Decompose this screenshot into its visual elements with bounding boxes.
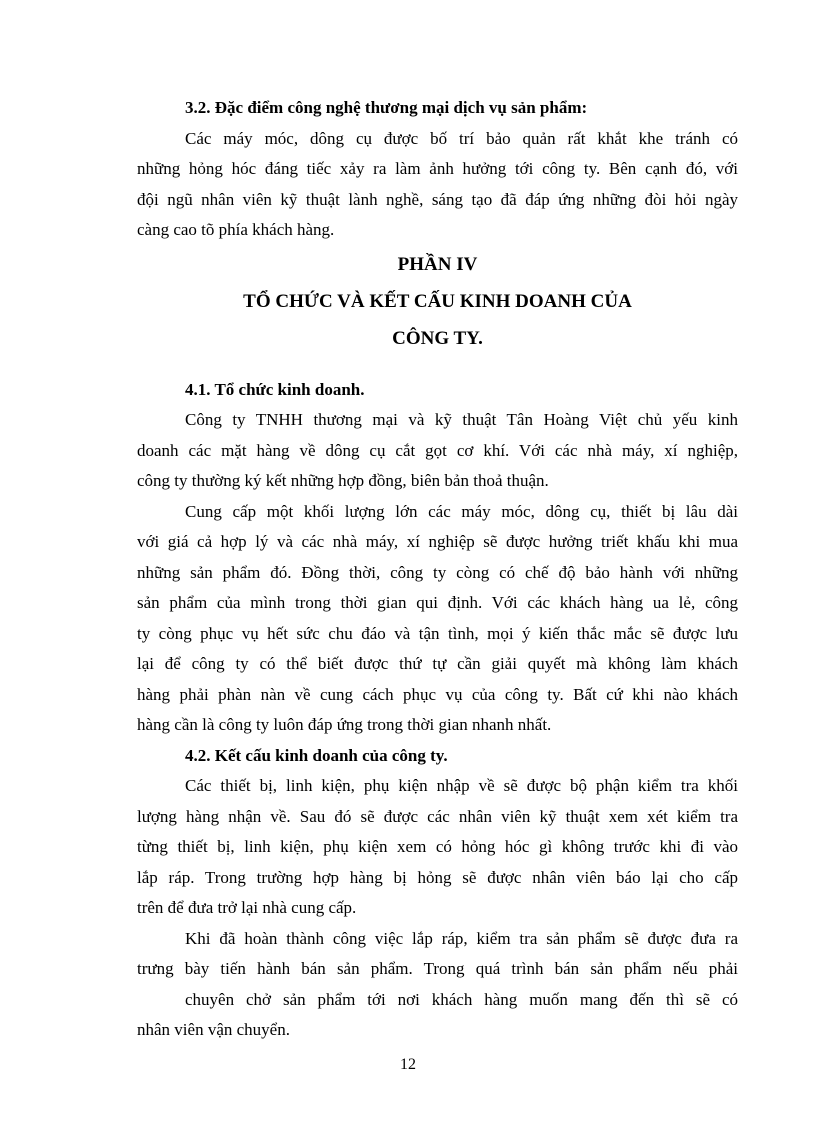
paragraph-line: càng cao tõ phía khách hàng. <box>137 220 335 239</box>
paragraph-line: trên để đưa trở lại nhà cung cấp. <box>137 898 357 917</box>
paragraph-line: những hỏng hóc đáng tiếc xảy ra làm ảnh hưởng tới công ty. Bên cạnh đó, với <box>137 159 738 178</box>
paragraph-line: đội ngũ nhân viên kỹ thuật lành nghề, sáng tạo đã đáp ứng những đòi hỏi ngày <box>137 189 738 209</box>
paragraph-line: hàng phải phàn nàn về cung cách phục vụ của công ty. Bất cứ khi nào khách <box>137 684 738 704</box>
paragraph-line: trưng bày tiến hành bán sản phẩm. Trong quá trình bán sản phẩm nếu phải <box>137 959 738 978</box>
paragraph-line: lắp ráp. Trong trường hợp hàng bị hỏng sẽ được nhân viên báo lại cho cấp <box>137 867 738 887</box>
paragraph-line: Khi đã hoàn thành công việc lắp ráp, kiểm tra sản phẩm sẽ được đưa ra <box>185 928 738 948</box>
part-title-line-2: CÔNG TY. <box>392 327 483 349</box>
document-page <box>137 93 738 1046</box>
section-3-2-heading: 3.2. Đặc điểm công nghệ thương mại dịch vụ sản phẩm: <box>185 98 588 117</box>
part-title-number: PHẦN IV <box>397 253 478 275</box>
paragraph-line: chuyên chở sản phẩm tới nơi khách hàng muốn mang đến thì sẽ có <box>185 989 738 1009</box>
paragraph-line: lại để công ty có thể biết được thứ tự cần giải quyết mà không làm khách <box>137 654 738 673</box>
paragraph-line: từng thiết bị, linh kiện, phụ kiện xem có hỏng hóc gì không trước khi đi vào <box>137 837 738 856</box>
section-4-1-heading: 4.1. Tổ chức kinh doanh. <box>185 379 365 399</box>
section-4-2-heading: 4.2. Kết cấu kinh doanh của công ty. <box>185 745 448 765</box>
paragraph-line: nhân viên vận chuyển. <box>137 1020 290 1039</box>
paragraph-line: lượng hàng nhận về. Sau đó sẽ được các nhân viên kỹ thuật xem xét kiểm tra <box>137 806 738 826</box>
paragraph-line: doanh các mặt hàng về dông cụ cắt gọt cơ khí. Với các nhà máy, xí nghiệp, <box>137 440 738 460</box>
paragraph-line: Các thiết bị, linh kiện, phụ kiện nhập về sẽ được bộ phận kiểm tra khối <box>185 776 738 795</box>
paragraph-line: với giá cả hợp lý và các nhà máy, xí nghiệp sẽ được hưởng triết khấu khi mua <box>137 532 738 551</box>
part-title-line-1: TỔ CHỨC VÀ KẾT CẤU KINH DOANH CỦA <box>243 290 632 312</box>
paragraph-line: Cung cấp một khối lượng lớn các máy móc, dông cụ, thiết bị lâu dài <box>185 501 738 521</box>
spacer <box>137 357 738 375</box>
paragraph-line: ty còng phục vụ hết sức chu đáo và tận tình, mọi ý kiến thắc mắc sẽ được lưu <box>137 623 738 643</box>
paragraph-line: Công ty TNHH thương mại và kỹ thuật Tân Hoàng Việt chủ yếu kinh <box>185 410 738 429</box>
paragraph-line: những sản phẩm đó. Đồng thời, công ty còng có chế độ bảo hành với những <box>137 562 738 582</box>
paragraph-line: công ty thường ký kết những hợp đồng, biên bản thoả thuận. <box>137 471 549 490</box>
paragraph-line: sản phẩm của mình trong thời gian qui định. Với các khách hàng ua lẻ, công <box>137 593 738 612</box>
paragraph-line: Các máy móc, dông cụ được bố trí bảo quản rất khắt khe tránh có <box>185 128 738 148</box>
page-number: 12 <box>400 1056 416 1073</box>
paragraph-line: hàng cần là công ty luôn đáp ứng trong thời gian nhanh nhất. <box>137 715 552 734</box>
